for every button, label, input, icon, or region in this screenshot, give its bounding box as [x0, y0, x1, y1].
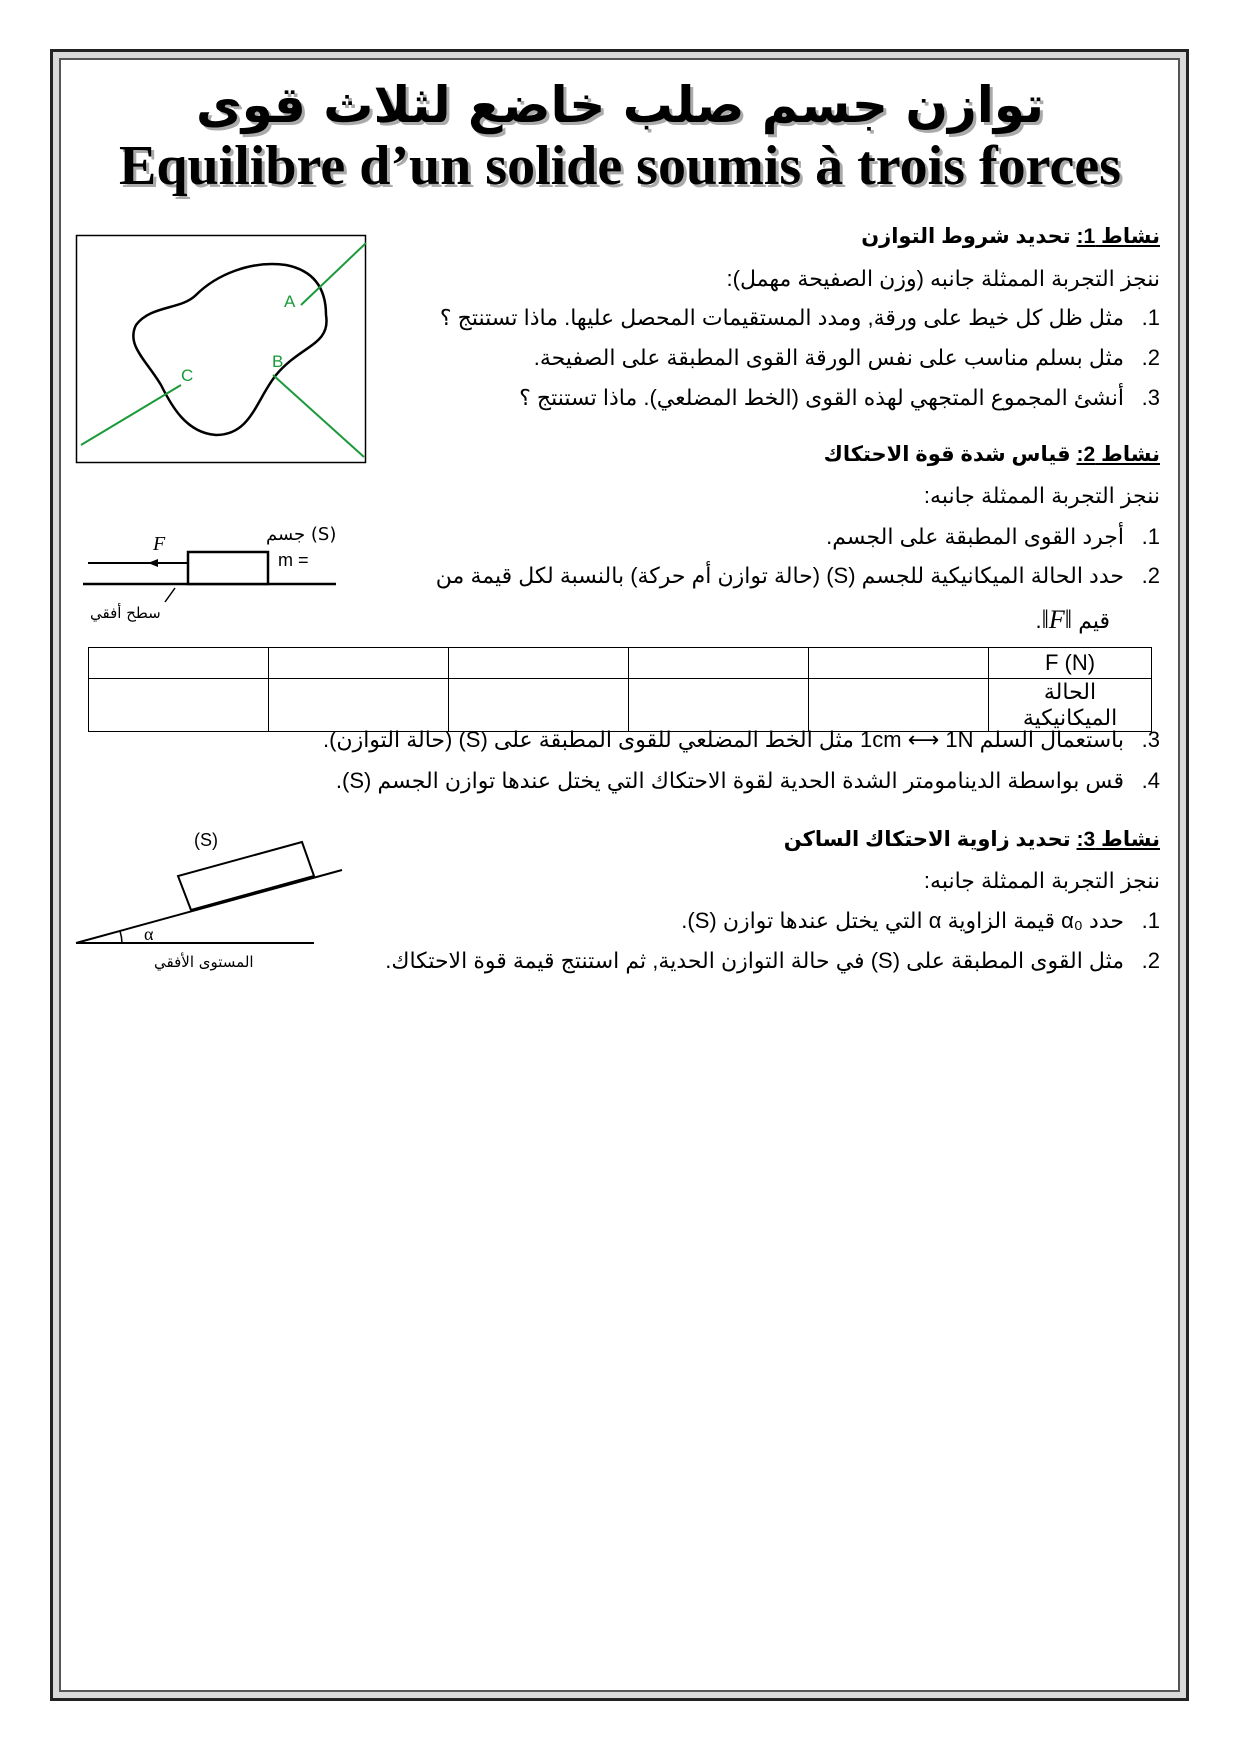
force-label: F — [153, 533, 166, 555]
table-cell[interactable] — [809, 648, 989, 679]
activity2-item-2-continuation: قيم ‖F‖. — [1035, 605, 1110, 634]
label-b: B — [272, 352, 284, 371]
activity3-label: نشاط 3: — [1076, 828, 1160, 851]
mass-label: m = — [278, 550, 309, 570]
activity3-title: تحديد زاوية الاحتكاك الساكن — [783, 828, 1071, 851]
title-french: Equilibre d’un solide soumis à trois forces — [119, 135, 1121, 197]
activity2-item-2: 2.حدد الحالة الميكانيكية للجسم (S) (حالة توازن أم حركة) بالنسبة لكل قيمة من — [435, 563, 1160, 588]
table-cell[interactable] — [629, 648, 809, 679]
activity3-figure — [74, 826, 344, 976]
activity1-item-2: 2.مثل بسلم مناسب على نفس الورقة القوى المطبقة على الصفيحة. — [533, 345, 1160, 370]
table-cell[interactable] — [89, 648, 269, 679]
activity1-intro: ننجز التجربة الممثلة جانبه (وزن الصفيحة مهمل): — [726, 266, 1160, 291]
activity2-item-1: 1.أجرد القوى المطبقة على الجسم. — [826, 524, 1160, 549]
surface-label: سطح أفقي — [90, 604, 161, 622]
activity2-item-4: 4.قس بواسطة الدينامومتر الشدة الحدية لقوة الاحتكاك التي يختل عندها توازن الجسم (S). — [335, 768, 1160, 793]
force-norm: ‖F‖ — [1041, 605, 1073, 634]
table-cell[interactable] — [269, 648, 449, 679]
activity2-title: قياس شدة قوة الاحتكاك — [823, 443, 1071, 466]
activity2-figure — [80, 518, 340, 628]
activity1-heading — [861, 224, 1160, 249]
activity2-intro: ننجز التجربة الممثلة جانبه: — [923, 483, 1160, 508]
activity1-item-1: 1.مثل ظل كل خيط على ورقة, ومدد المستقيمات المحصل عليها. ماذا تستنتج ؟ — [439, 305, 1160, 330]
body-s — [178, 842, 314, 910]
title-arabic: توازن جسم صلب خاضع لثلاث قوى — [195, 76, 1045, 134]
table-header-force: F (N) — [989, 648, 1152, 679]
activity3-intro: ننجز التجربة الممثلة جانبه: — [923, 868, 1160, 893]
activity1-item-3: 3.أنشئ المجموع المتجهي لهذه القوى (الخط المضلعي). ماذا تستنتج ؟ — [519, 385, 1160, 410]
body-s — [188, 552, 268, 584]
irregular-plate — [133, 264, 326, 435]
label-a: A — [284, 292, 296, 311]
activity2-heading — [824, 442, 1160, 467]
plane-label: المستوى الأفقي — [154, 953, 254, 971]
table-cell[interactable] — [809, 679, 989, 732]
force-arrowhead — [148, 559, 158, 567]
body-label: جسم (S) — [266, 524, 337, 545]
table-cell[interactable] — [449, 679, 629, 732]
surface-pointer — [165, 588, 175, 602]
activity3-item-2: 2.مثل القوى المطبقة على (S) في حالة التوازن الحدية, ثم استنتج قيمة قوة الاحتكاك. — [385, 948, 1160, 973]
table-cell[interactable] — [89, 679, 269, 732]
activity2-label: نشاط 2: — [1076, 443, 1160, 466]
activity2-item-3: 3.باستعمال السلم 1cm ⟷ 1N مثل الخط المضلعي للقوى المطبقة على (S) (حالة التوازن). — [322, 727, 1160, 752]
table-header-state: الحالة الميكانيكية — [989, 679, 1152, 732]
body-label: (S) — [194, 830, 218, 850]
table-row — [89, 648, 1152, 679]
mechanical-state-table — [88, 647, 1152, 732]
angle-arc — [120, 931, 122, 943]
angle-label: α — [144, 924, 154, 944]
table-cell[interactable] — [269, 679, 449, 732]
thread-a — [301, 243, 366, 305]
table-cell[interactable] — [449, 648, 629, 679]
label-c: C — [181, 366, 194, 385]
thread-b — [273, 375, 364, 457]
activity3-item-1: 1.حدد α₀ قيمة الزاوية α التي يختل عندها توازن (S). — [681, 908, 1160, 933]
activity1-title: تحديد شروط التوازن — [861, 225, 1071, 248]
activity3-heading — [784, 827, 1160, 852]
table-row — [89, 679, 1152, 732]
thread-c — [81, 385, 181, 445]
table-cell[interactable] — [629, 679, 809, 732]
activity1-label: نشاط 1: — [1076, 225, 1160, 248]
activity1-figure — [76, 235, 366, 463]
